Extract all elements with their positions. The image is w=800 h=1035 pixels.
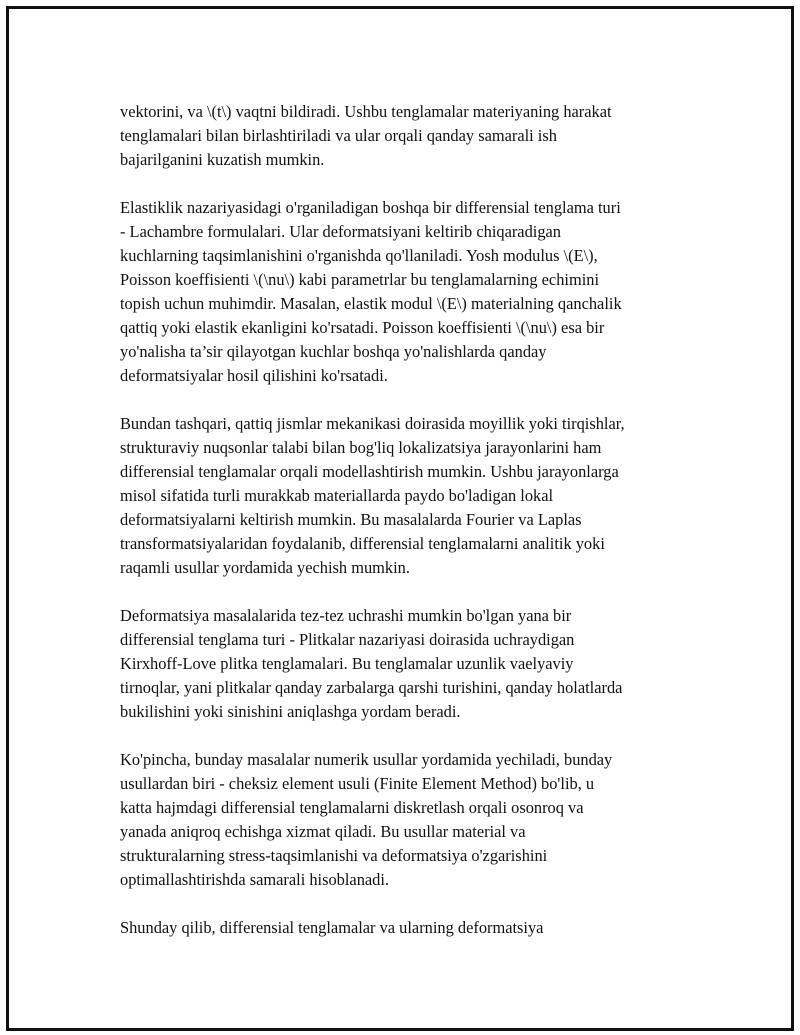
paragraph-6 [120, 916, 710, 940]
text-line: tenglamalari bilan birlashtiriladi va ular orqali qanday samarali ish [120, 126, 557, 145]
page-frame [6, 6, 794, 1031]
paragraph-1 [120, 100, 710, 172]
paragraph-2 [120, 196, 710, 388]
text-line: deformatsiyalarni keltirish mumkin. Bu masalalarda Fourier va Laplas [120, 510, 582, 529]
text-line: Shunday qilib, differensial tenglamalar va ularning deformatsiya [120, 918, 544, 937]
text-line: vektorini, va \(t\) vaqtni bildiradi. Ushbu tenglamalar materiyaning harakat [120, 102, 612, 121]
text-line: qattiq yoki elastik ekanligini ko'rsatadi. Poisson koeffisienti \(\nu\) esa bir [120, 318, 605, 337]
text-line: Poisson koeffisienti \(\nu\) kabi parametrlar bu tenglamalarning echimini [120, 270, 600, 289]
text-line: usullardan biri - cheksiz element usuli (Finite Element Method) bo'lib, u [120, 774, 595, 793]
text-line: tirnoqlar, yani plitkalar qanday zarbalarga qarshi turishini, qanday holatlarda [120, 678, 623, 697]
text-line: Bundan tashqari, qattiq jismlar mekanikasi doirasida moyillik yoki tirqishlar, [120, 414, 625, 433]
text-line: Kirxhoff-Love plitka tenglamalari. Bu tenglamalar uzunlik vaelyaviy [120, 654, 574, 673]
text-line: katta hajmdagi differensial tenglamalarni diskretlash orqali osonroq va [120, 798, 584, 817]
text-line: deformatsiyalar hosil qilishini ko'rsatadi. [120, 366, 388, 385]
paragraph-3 [120, 412, 710, 580]
text-line: strukturaviy nuqsonlar talabi bilan bog'liq lokalizatsiya jarayonlarini ham [120, 438, 602, 457]
text-line: optimallashtirishda samarali hisoblanadi. [120, 870, 390, 889]
paragraph-4 [120, 604, 710, 724]
text-line: kuchlarning taqsimlanishini o'rganishda qo'llaniladi. Yosh modulus \(E\), [120, 246, 598, 265]
text-line: bukilishini yoki sinishini aniqlashga yordam beradi. [120, 702, 461, 721]
text-line: misol sifatida turli murakkab materiallarda paydo bo'ladigan lokal [120, 486, 554, 505]
text-line: bajarilganini kuzatish mumkin. [120, 150, 325, 169]
text-line: yanada aniqroq echishga xizmat qiladi. Bu usullar material va [120, 822, 526, 841]
paragraph-5 [120, 748, 710, 892]
text-line: - Lachambre formulalari. Ular deformatsiyani keltirib chiqaradigan [120, 222, 561, 241]
text-line: differensial tenglamalar orqali modellashtirish mumkin. Ushbu jarayonlarga [120, 462, 619, 481]
text-line: topish uchun muhimdir. Masalan, elastik modul \(E\) materialning qanchalik [120, 294, 622, 313]
text-line: yo'nalisha ta’sir qilayotgan kuchlar boshqa yo'nalishlarda qanday [120, 342, 547, 361]
text-line: Deformatsiya masalalarida tez-tez uchrashi mumkin bo'lgan yana bir [120, 606, 572, 625]
document-body [120, 100, 710, 964]
text-line: differensial tenglama turi - Plitkalar nazariyasi doirasida uchraydigan [120, 630, 575, 649]
text-line: Ko'pincha, bunday masalalar numerik usullar yordamida yechiladi, bunday [120, 750, 613, 769]
text-line: strukturalarning stress-taqsimlanishi va deformatsiya o'zgarishini [120, 846, 548, 865]
text-line: raqamli usullar yordamida yechish mumkin. [120, 558, 410, 577]
text-line: Elastiklik nazariyasidagi o'rganiladigan boshqa bir differensial tenglama turi [120, 198, 621, 217]
text-line: transformatsiyalaridan foydalanib, differensial tenglamalarni analitik yoki [120, 534, 605, 553]
